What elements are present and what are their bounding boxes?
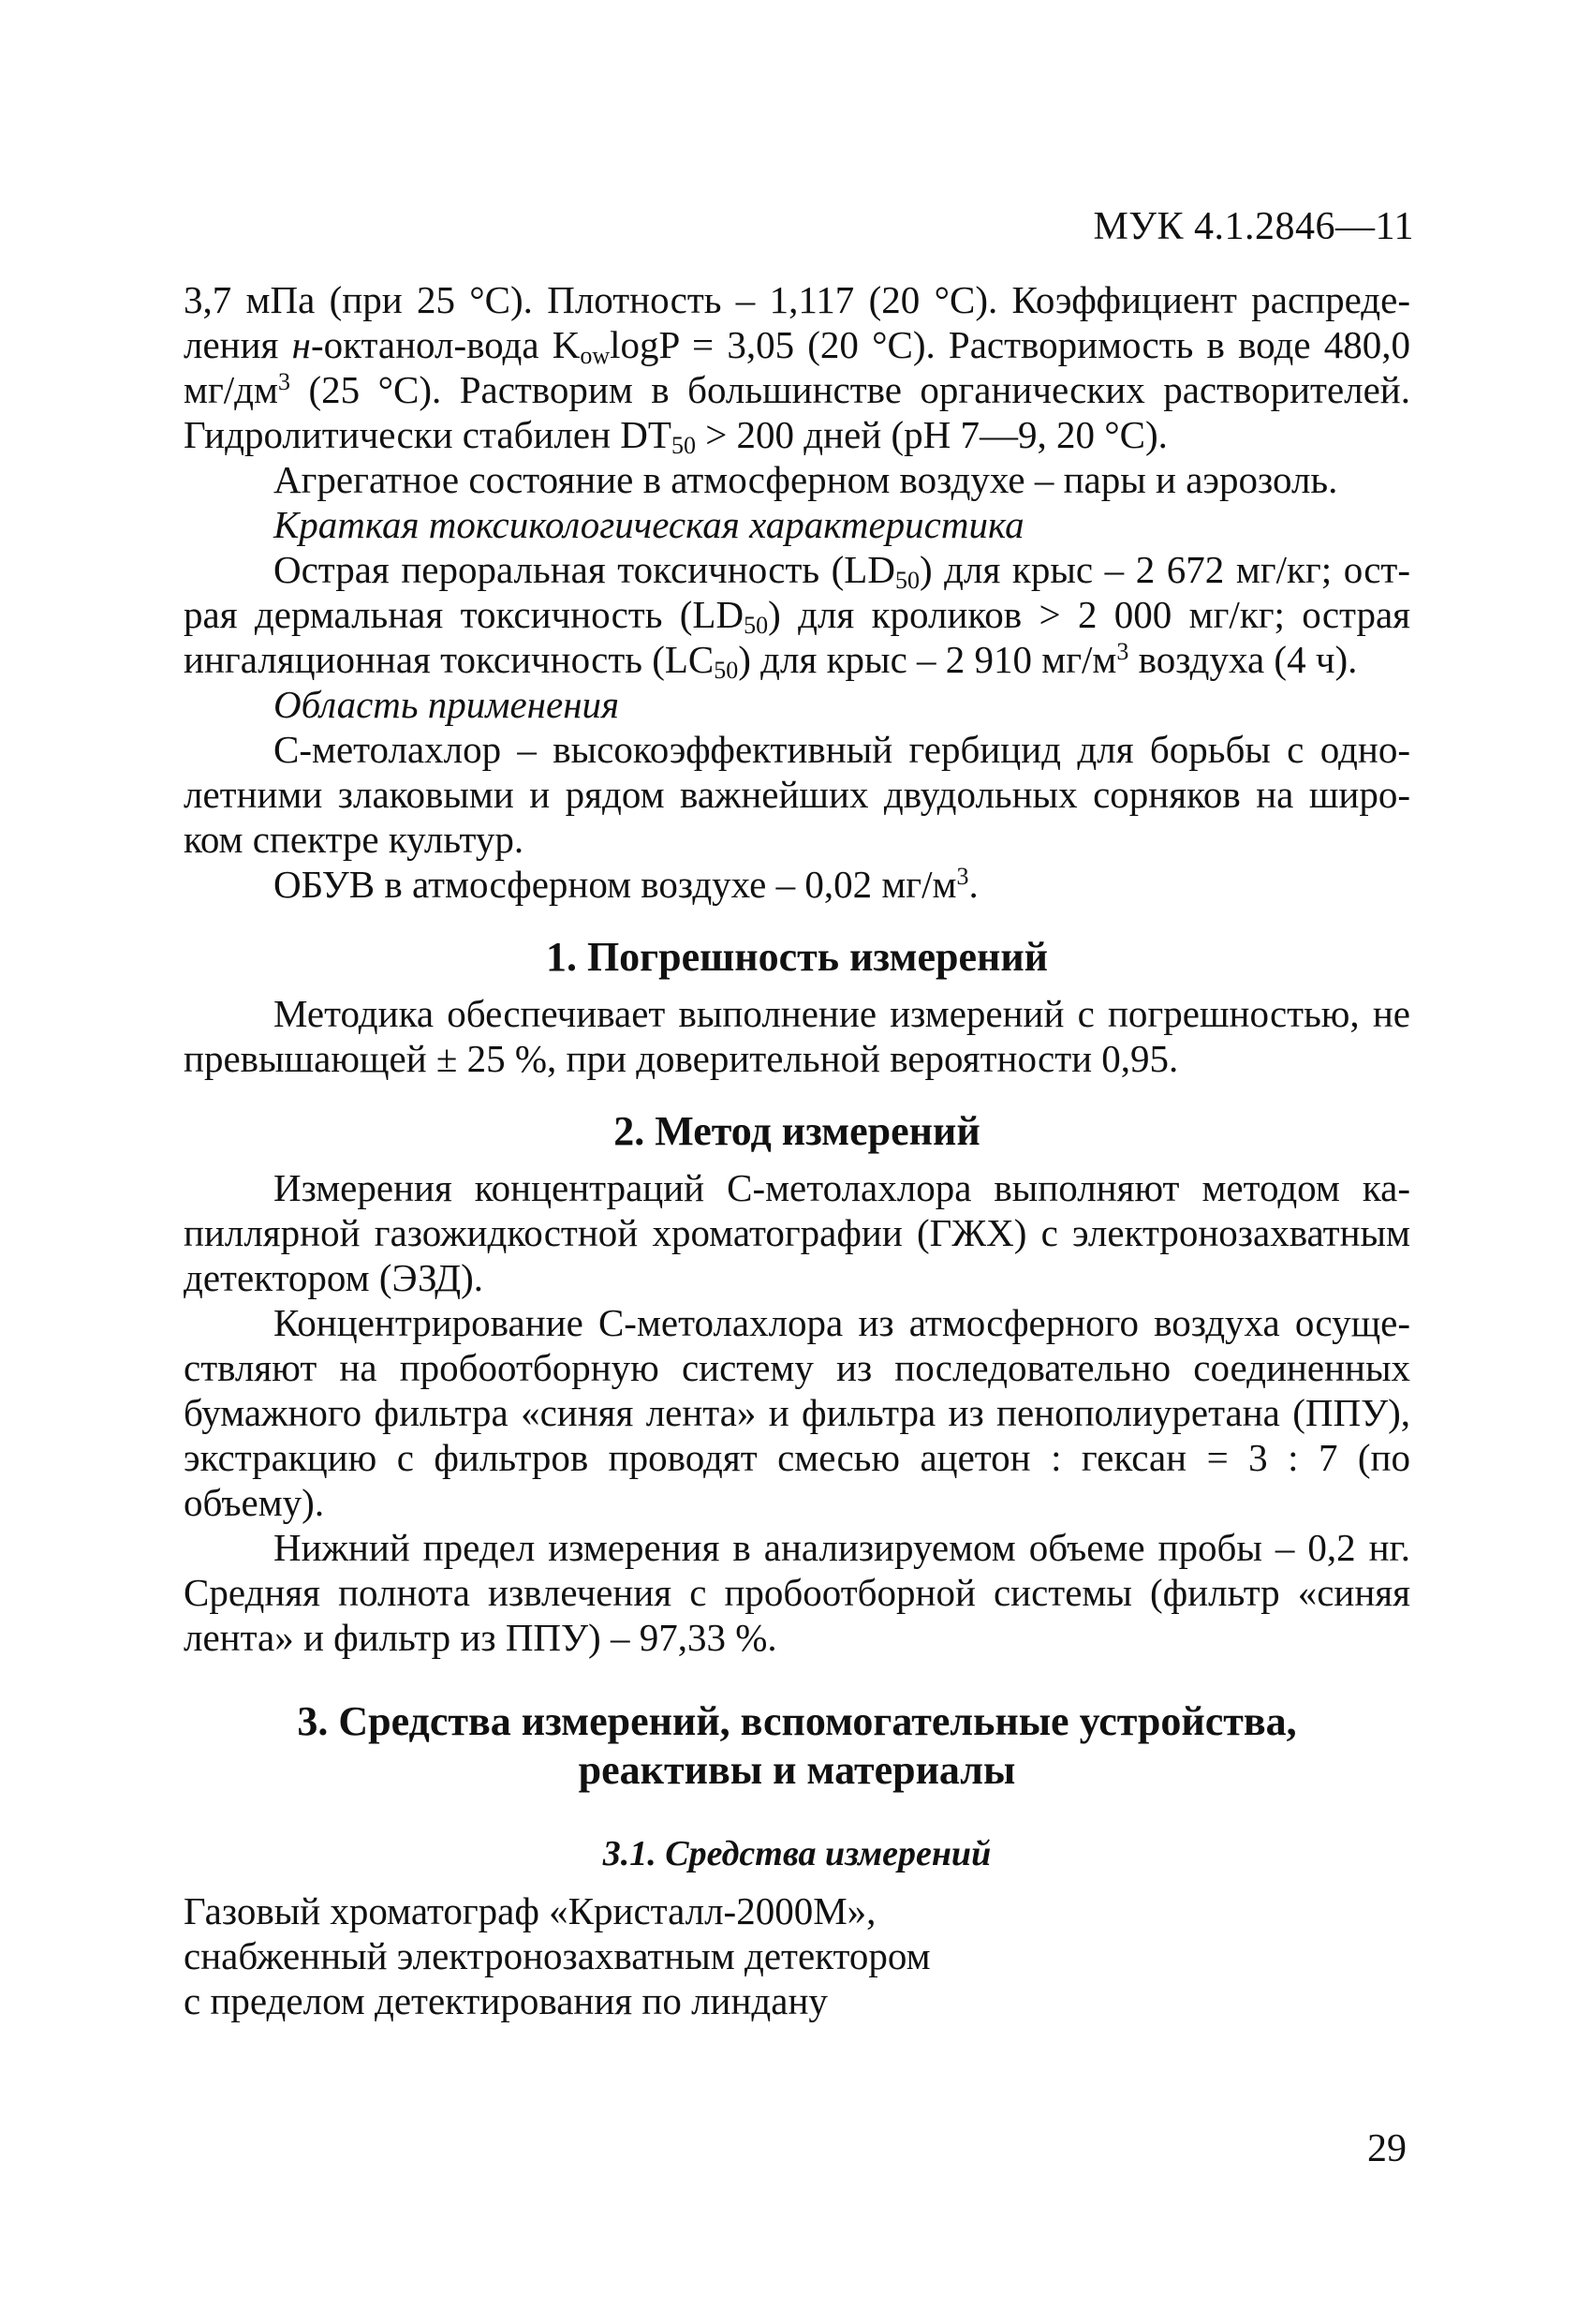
- section-2-title: 2. Метод измерений: [613, 1108, 980, 1154]
- document-code-header: МУК 4.1.2846—11: [1093, 205, 1414, 248]
- section-3-title: [184, 1697, 1410, 1795]
- aggregate-state-paragraph: Агрегатное состояние в атмосферном воздухе – пары и аэрозоль.: [273, 458, 1338, 501]
- page-content: [184, 277, 1410, 2023]
- obuv-paragraph: ОБУВ в атмосферном воздухе – 0,02 $мг/м^3$.: [273, 863, 979, 906]
- properties-paragraph: 3,7 мПа (при 25 °С). Плотность – 1,117 (20 °С). Коэффициент распределения н-октанол-вода $K_{ow}\log P = 3,05$ (20 °С). Растворимость в воде 480,0 $мг/дм^3$ (25 °С). Растворим в большинстве органических растворителей. Гидролитически стабилен $DT_{50} > 200$ дней (рН 7—9, 20 °С).: [184, 278, 1410, 459]
- application-paragraph: С-метолахлор – высокоэффективный гербицид для борьбы с однолетними злаковыми и рядом важнейших двудольных сорняков на широком спектре культур.: [184, 728, 1410, 861]
- instrument-line-2: снабженный электронозахватным детектором: [184, 1934, 931, 1977]
- section-2-paragraph-1: Измерения концентраций С-метолахлора выполняют методом капиллярной газожидкостной хроматографии (ГЖХ) с электронозахватным детектором (ЭЗД).: [184, 1166, 1410, 1299]
- section-2-paragraph-2: Концентрирование С-метолахлора из атмосферного воздуха осуществляют на пробоотборную систему из последовательно соединенных бумажного фильтра «синяя лента» и фильтра из пенополиуретана (ППУ), экстракцию с фильтров проводят смесью ацетон : гексан = 3 : 7 (по объему).: [184, 1301, 1410, 1524]
- section-3-title-line-1: 3. Средства измерений, вспомогательные устройства,: [297, 1698, 1297, 1744]
- application-heading: Область применения: [273, 683, 620, 726]
- section-1-title: 1. Погрешность измерений: [545, 934, 1049, 980]
- instrument-line-1: Газовый хроматограф «Кристалл-2000М»,: [184, 1889, 877, 1932]
- subsection-3-1-title: 3.1. Средства измерений: [602, 1834, 992, 1873]
- section-2-paragraph-3: Нижний предел измерения в анализируемом объеме пробы – 0,2 нг. Средняя полнота извлечения с пробоотборной системы (фильтр «синяя лента» и фильтр из ППУ) – 97,33 %.: [184, 1526, 1410, 1659]
- instrument-line-3: с пределом детектирования по линдану: [184, 1979, 828, 2022]
- toxicology-paragraph: Острая пероральная токсичность $(LD_{50})$ для крыс – 2 672 мг/кг; острая дермальная токсичность $(LD_{50})$ для кроликов > 2 000 мг/кг; острая ингаляционная токсичность $(LC_{50})$ для крыс – 2 910 $мг/м^3$ воздуха (4 ч).: [184, 548, 1410, 684]
- section-3-title-line-2: реактивы и материалы: [578, 1747, 1016, 1793]
- page-number: 29: [1367, 2127, 1407, 2170]
- toxicology-heading: Краткая токсикологическая характеристика: [273, 503, 1024, 546]
- section-1-paragraph: Методика обеспечивает выполнение измерений с погрешностью, не превышающей ± 25 %, при доверительной вероятности 0,95.: [184, 992, 1410, 1080]
